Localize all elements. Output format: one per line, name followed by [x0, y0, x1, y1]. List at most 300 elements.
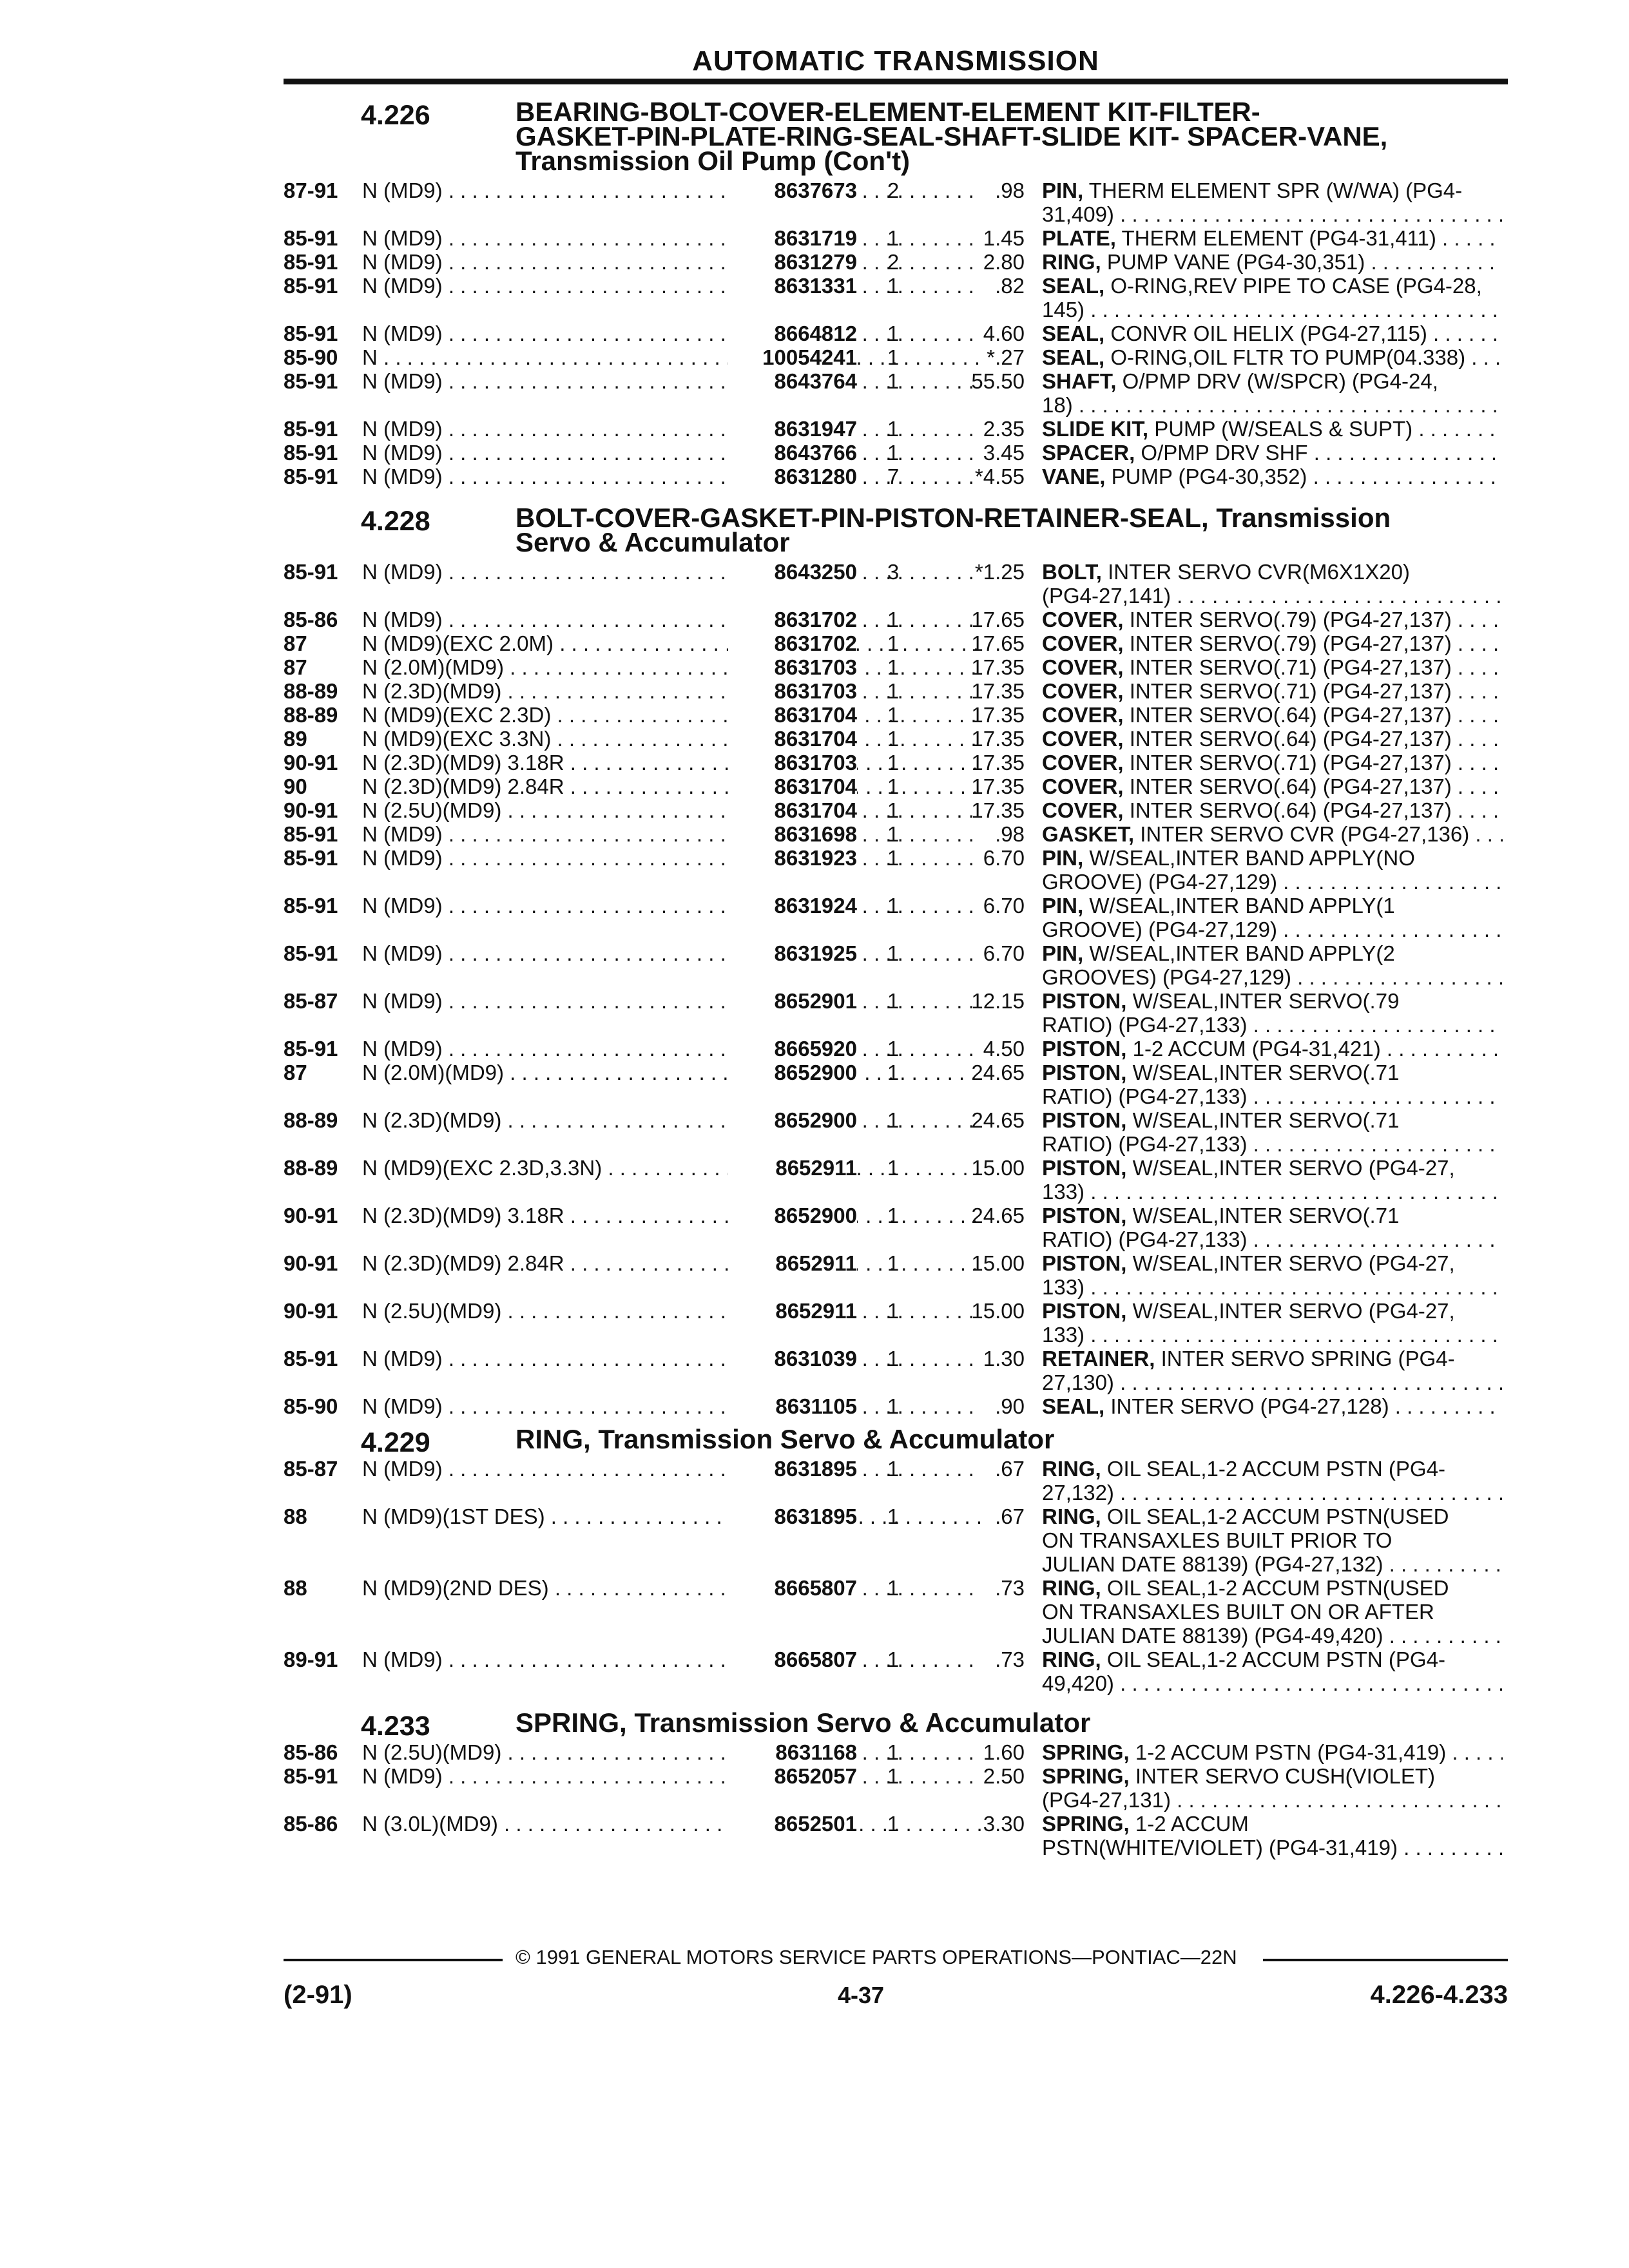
- part-number: 8631704: [728, 727, 857, 751]
- part-number: 8631925: [728, 941, 857, 965]
- part-name-keyword: PISTON,: [1042, 1037, 1127, 1061]
- part-number: 8631704: [728, 774, 857, 798]
- model-years: 85-91: [284, 322, 338, 345]
- footer-rule-left: [284, 1959, 503, 1961]
- part-name-line: [1042, 178, 1503, 202]
- application-desc: N (2.5U)(MD9) . . .: [362, 798, 981, 822]
- part-name: [1042, 1061, 1503, 1108]
- section-title-line: SPRING, Transmission Servo & Accumulator: [516, 1707, 1091, 1738]
- section-title: [516, 1424, 1521, 1454]
- model-years: 85-87: [284, 1457, 338, 1481]
- price: 24.65: [971, 1204, 1025, 1227]
- part-name-line: [1042, 441, 1503, 465]
- part-name-line: [1042, 274, 1503, 298]
- part-name-text: W/SEAL,INTER SERVO(.79: [1132, 989, 1400, 1013]
- price: 2.80: [983, 250, 1025, 274]
- part-name-line: GROOVES) (PG4-27,129) . . .: [1042, 965, 1503, 989]
- quantity: 1: [887, 751, 900, 774]
- price: 17.35: [971, 751, 1025, 774]
- model-years: 90-91: [284, 798, 338, 822]
- part-name: [1042, 274, 1503, 322]
- part-name: [1042, 774, 1503, 798]
- part-name-keyword: PISTON,: [1042, 1204, 1127, 1227]
- model-years: 89-91: [284, 1648, 338, 1671]
- part-number: 8652911: [728, 1299, 857, 1323]
- section-number: 4.228: [361, 506, 430, 537]
- part-name-text: OIL SEAL,1-2 ACCUM PSTN(USED: [1106, 1504, 1449, 1528]
- part-name: [1042, 703, 1503, 727]
- price: 3.30: [983, 1812, 1025, 1836]
- quantity: 1: [887, 894, 900, 918]
- application-desc: N (MD9) . . .: [362, 846, 981, 870]
- part-number: 8631704: [728, 798, 857, 822]
- part-name-line: [1042, 894, 1503, 918]
- model-years: 85-86: [284, 1812, 338, 1836]
- quantity: 1: [887, 1347, 900, 1370]
- part-name: [1042, 1251, 1503, 1299]
- section-title-line: Transmission Oil Pump (Con't): [516, 146, 911, 176]
- part-name-line: [1042, 1156, 1503, 1180]
- quantity: 2: [887, 250, 900, 274]
- part-name-line: (PG4-27,131) . . .: [1042, 1788, 1503, 1812]
- application-desc: N (MD9) . . .: [362, 608, 981, 631]
- price: 4.60: [983, 322, 1025, 345]
- part-name: [1042, 655, 1503, 679]
- section-title-line: RING, Transmission Servo & Accumulator: [516, 1424, 1055, 1454]
- part-name: [1042, 1299, 1503, 1347]
- price: .73: [995, 1576, 1025, 1600]
- application-desc: N (MD9) . . .: [362, 560, 981, 584]
- quantity: 1: [887, 655, 900, 679]
- part-name-line: [1042, 798, 1503, 822]
- part-name-text: PUMP (W/SEALS & SUPT): [1154, 417, 1413, 441]
- part-number: 8631698: [728, 822, 857, 846]
- part-name-line: [1042, 1204, 1503, 1227]
- quantity: 1: [887, 679, 900, 703]
- part-name-line: [1042, 608, 1503, 631]
- application-desc: N (MD9)(EXC 2.3D) . . .: [362, 703, 981, 727]
- part-name-keyword: PISTON,: [1042, 1061, 1127, 1084]
- model-years: 85-91: [284, 441, 338, 465]
- part-name-line: [1042, 1740, 1503, 1764]
- part-name-keyword: PIN,: [1042, 178, 1084, 202]
- part-name-keyword: SPRING,: [1042, 1740, 1130, 1764]
- part-name: [1042, 822, 1503, 846]
- section-number: 4.226: [361, 100, 430, 131]
- model-years: 90-91: [284, 1251, 338, 1275]
- price: 24.65: [971, 1108, 1025, 1132]
- part-name-keyword: PIN,: [1042, 894, 1084, 918]
- part-name-text: INTER SERVO(.71) (PG4-27,137): [1129, 655, 1452, 679]
- part-name: [1042, 1347, 1503, 1394]
- price: 3.45: [983, 441, 1025, 465]
- part-name-text: W/SEAL,INTER SERVO(.71: [1132, 1204, 1400, 1227]
- part-name-line: GROOVE) (PG4-27,129) . . .: [1042, 870, 1503, 894]
- part-name-text: PUMP VANE (PG4-30,351): [1106, 250, 1365, 274]
- part-name-keyword: SEAL,: [1042, 1394, 1105, 1418]
- price: 6.70: [983, 941, 1025, 965]
- quantity: 1: [887, 798, 900, 822]
- part-name-line: 133) . . .: [1042, 1323, 1503, 1347]
- part-name-line: [1042, 989, 1503, 1013]
- part-name-line: [1042, 1061, 1503, 1084]
- application-desc: N (MD9) . . .: [362, 1457, 981, 1481]
- price: 6.70: [983, 846, 1025, 870]
- model-years: 90-91: [284, 751, 338, 774]
- application-desc: N (MD9) . . .: [362, 417, 981, 441]
- part-name: [1042, 369, 1503, 417]
- part-name: [1042, 1576, 1503, 1648]
- model-years: 85-91: [284, 274, 338, 298]
- application-desc: N (MD9) . . .: [362, 465, 981, 488]
- model-years: 88-89: [284, 1108, 338, 1132]
- application-desc: N (2.3D)(MD9) . . .: [362, 1108, 981, 1132]
- quantity: 1: [887, 1037, 900, 1061]
- price: *1.25: [974, 560, 1025, 584]
- part-name-text: THERM ELEMENT (PG4-31,411): [1121, 226, 1436, 250]
- part-name-keyword: RETAINER,: [1042, 1347, 1155, 1370]
- model-years: 85-91: [284, 846, 338, 870]
- part-name-text: INTER SERVO(.71) (PG4-27,137): [1129, 751, 1452, 774]
- price: 1.60: [983, 1740, 1025, 1764]
- application-desc: N (MD9) . . .: [362, 1648, 981, 1671]
- part-name-line: [1042, 417, 1503, 441]
- part-name-text: INTER SERVO(.64) (PG4-27,137): [1129, 798, 1452, 822]
- part-name-keyword: PISTON,: [1042, 1108, 1127, 1132]
- part-name-line: ON TRANSAXLES BUILT PRIOR TO: [1042, 1528, 1393, 1552]
- part-name-line: 133) . . .: [1042, 1180, 1503, 1204]
- part-number: 8643766: [728, 441, 857, 465]
- part-number: 8637673: [728, 178, 857, 202]
- part-name-keyword: SEAL,: [1042, 274, 1105, 298]
- part-name-line: [1042, 822, 1503, 846]
- part-name-line: [1042, 322, 1503, 345]
- model-years: 85-91: [284, 250, 338, 274]
- part-name-text: OIL SEAL,1-2 ACCUM PSTN (PG4-: [1106, 1648, 1445, 1671]
- part-number: 8631331: [728, 274, 857, 298]
- part-name-keyword: SEAL,: [1042, 345, 1105, 369]
- model-years: 85-91: [284, 369, 338, 393]
- model-years: 90-91: [284, 1299, 338, 1323]
- part-name-text: W/SEAL,INTER BAND APPLY(1: [1089, 894, 1395, 918]
- part-name-line: [1042, 1394, 1503, 1418]
- part-name-line: [1042, 250, 1503, 274]
- part-name-keyword: VANE,: [1042, 465, 1106, 488]
- part-name-keyword: COVER,: [1042, 655, 1124, 679]
- price: 17.35: [971, 703, 1025, 727]
- part-name-line: ON TRANSAXLES BUILT ON OR AFTER: [1042, 1600, 1434, 1624]
- part-number: 8652911: [728, 1251, 857, 1275]
- quantity: 1: [887, 1204, 900, 1227]
- part-name-text: THERM ELEMENT SPR (W/WA) (PG4-: [1088, 178, 1463, 202]
- part-number: 8631719: [728, 226, 857, 250]
- quantity: 2: [887, 178, 900, 202]
- application-desc: N (MD9)(2ND DES) . . .: [362, 1576, 981, 1600]
- application-desc: N (MD9) . . .: [362, 1037, 981, 1061]
- application-desc: N (MD9)(EXC 2.3D,3.3N) . . .: [362, 1156, 981, 1180]
- quantity: 3: [887, 560, 900, 584]
- price: 1.45: [983, 226, 1025, 250]
- part-name-text: INTER SERVO SPRING (PG4-: [1161, 1347, 1455, 1370]
- part-number: 8652900: [728, 1061, 857, 1084]
- part-name-text: 1-2 ACCUM (PG4-31,421): [1132, 1037, 1381, 1061]
- model-years: 89: [284, 727, 307, 751]
- footer-section-range: 4.226-4.233: [1370, 1981, 1508, 2009]
- part-number: 10054241: [728, 345, 857, 369]
- quantity: 1: [887, 727, 900, 751]
- part-name-line: JULIAN DATE 88139) (PG4-27,132) . . .: [1042, 1552, 1503, 1576]
- part-name-line: [1042, 465, 1503, 488]
- part-name: [1042, 560, 1503, 608]
- part-name-keyword: PLATE,: [1042, 226, 1116, 250]
- part-name-keyword: COVER,: [1042, 608, 1124, 631]
- model-years: 90-91: [284, 1204, 338, 1227]
- model-years: 85-91: [284, 226, 338, 250]
- quantity: 1: [887, 989, 900, 1013]
- part-name-keyword: RING,: [1042, 1457, 1101, 1481]
- model-years: 87: [284, 631, 307, 655]
- part-name-line: [1042, 703, 1503, 727]
- quantity: 1: [887, 941, 900, 965]
- part-name: [1042, 1457, 1503, 1504]
- part-name-keyword: PIN,: [1042, 941, 1084, 965]
- part-number: 8643764: [728, 369, 857, 393]
- quantity: 1: [887, 1576, 900, 1600]
- price: 6.70: [983, 894, 1025, 918]
- part-name-keyword: COVER,: [1042, 798, 1124, 822]
- application-desc: N (MD9) . . .: [362, 989, 981, 1013]
- footer-rule-right: [1263, 1959, 1508, 1961]
- part-name: [1042, 727, 1503, 751]
- application-desc: N (2.5U)(MD9) . . .: [362, 1740, 981, 1764]
- model-years: 85-90: [284, 345, 338, 369]
- section-title-line: GASKET-PIN-PLATE-RING-SEAL-SHAFT-SLIDE KIT- SPACER-VANE,: [516, 121, 1388, 151]
- part-number: 8652911: [728, 1156, 857, 1180]
- part-name-keyword: GASKET,: [1042, 822, 1135, 846]
- part-name-text: W/SEAL,INTER SERVO(.71: [1132, 1061, 1400, 1084]
- quantity: 1: [887, 1251, 900, 1275]
- part-number: 8652501: [728, 1812, 857, 1836]
- quantity: 1: [887, 274, 900, 298]
- model-years: 87: [284, 1061, 307, 1084]
- part-name-keyword: PISTON,: [1042, 1251, 1127, 1275]
- part-name-keyword: PISTON,: [1042, 1299, 1127, 1323]
- part-number: 8631168: [728, 1740, 857, 1764]
- price: 1.30: [983, 1347, 1025, 1370]
- footer-copyright: © 1991 GENERAL MOTORS SERVICE PARTS OPERATIONS—PONTIAC—22N: [516, 1946, 1237, 1968]
- part-number: 8664812: [728, 322, 857, 345]
- part-name: [1042, 751, 1503, 774]
- price: 24.65: [971, 1061, 1025, 1084]
- price: *4.55: [974, 465, 1025, 488]
- part-name-text: W/SEAL,INTER SERVO (PG4-27,: [1132, 1251, 1455, 1275]
- model-years: 85-86: [284, 608, 338, 631]
- part-name-line: [1042, 1347, 1503, 1370]
- part-name-text: 1-2 ACCUM PSTN (PG4-31,419): [1135, 1740, 1447, 1764]
- price: 17.35: [971, 798, 1025, 822]
- part-name: [1042, 941, 1503, 989]
- part-name-line: [1042, 560, 1503, 584]
- part-name-text: 1-2 ACCUM: [1135, 1812, 1249, 1836]
- part-name-keyword: BOLT,: [1042, 560, 1102, 584]
- part-name: [1042, 679, 1503, 703]
- part-name-line: [1042, 774, 1503, 798]
- part-name: [1042, 1204, 1503, 1251]
- application-desc: N (MD9) . . .: [362, 941, 981, 965]
- application-desc: N (MD9)(EXC 3.3N) . . .: [362, 727, 981, 751]
- part-name: [1042, 1812, 1503, 1860]
- application-desc: N (MD9) . . .: [362, 369, 981, 393]
- part-number: 8631947: [728, 417, 857, 441]
- model-years: 85-87: [284, 989, 338, 1013]
- quantity: 1: [887, 345, 900, 369]
- part-number: 8631704: [728, 703, 857, 727]
- part-number: 8631702: [728, 608, 857, 631]
- part-name-line: 133) . . .: [1042, 1275, 1503, 1299]
- quantity: 1: [887, 1299, 900, 1323]
- part-name-text: INTER SERVO CVR(M6X1X20): [1108, 560, 1410, 584]
- model-years: 85-90: [284, 1394, 338, 1418]
- price: 17.35: [971, 655, 1025, 679]
- price: 15.00: [971, 1156, 1025, 1180]
- application-desc: N (2.3D)(MD9) 3.18R . . .: [362, 751, 981, 774]
- part-name-keyword: RING,: [1042, 1648, 1101, 1671]
- application-desc: N (2.0M)(MD9) . . .: [362, 1061, 981, 1084]
- part-number: 8631703: [728, 751, 857, 774]
- application-desc: N (MD9) . . .: [362, 1764, 981, 1788]
- model-years: 88-89: [284, 1156, 338, 1180]
- quantity: 1: [887, 1740, 900, 1764]
- part-name-line: [1042, 345, 1503, 369]
- model-years: 85-91: [284, 560, 338, 584]
- part-name-line: [1042, 941, 1503, 965]
- application-desc: N (MD9) . . .: [362, 178, 981, 202]
- part-name-line: [1042, 846, 1503, 870]
- price: .67: [995, 1457, 1025, 1481]
- part-name-keyword: RING,: [1042, 250, 1101, 274]
- part-number: 8631924: [728, 894, 857, 918]
- part-name-text: OIL SEAL,1-2 ACCUM PSTN (PG4-: [1106, 1457, 1445, 1481]
- model-years: 85-91: [284, 941, 338, 965]
- part-name-text: PUMP (PG4-30,352): [1111, 465, 1307, 488]
- part-number: 8652057: [728, 1764, 857, 1788]
- application-desc: N (MD9) . . .: [362, 894, 981, 918]
- footer-page-number: 4-37: [838, 1982, 885, 2008]
- part-name: [1042, 1740, 1503, 1764]
- part-name-text: INTER SERVO (PG4-27,128): [1110, 1394, 1389, 1418]
- part-name-line: [1042, 1299, 1503, 1323]
- part-number: 8631703: [728, 655, 857, 679]
- model-years: 88-89: [284, 703, 338, 727]
- price: *.27: [987, 345, 1025, 369]
- application-desc: N (MD9) . . .: [362, 226, 981, 250]
- part-name-text: INTER SERVO CVR (PG4-27,136): [1140, 822, 1470, 846]
- quantity: 1: [887, 417, 900, 441]
- part-name-keyword: COVER,: [1042, 774, 1124, 798]
- part-number: 8652900: [728, 1108, 857, 1132]
- part-name-text: INTER SERVO CUSH(VIOLET): [1135, 1764, 1436, 1788]
- part-name-line: PSTN(WHITE/VIOLET) (PG4-31,419) . . .: [1042, 1836, 1503, 1860]
- part-name-keyword: COVER,: [1042, 703, 1124, 727]
- model-years: 87: [284, 655, 307, 679]
- application-desc: N (MD9) . . .: [362, 822, 981, 846]
- part-name: [1042, 1504, 1503, 1576]
- application-desc: N (MD9) . . .: [362, 441, 981, 465]
- model-years: 85-91: [284, 1347, 338, 1370]
- part-name-line: 27,130) . . .: [1042, 1370, 1503, 1394]
- part-name: [1042, 1037, 1503, 1061]
- model-years: 85-91: [284, 822, 338, 846]
- quantity: 1: [887, 322, 900, 345]
- part-name-keyword: COVER,: [1042, 631, 1124, 655]
- part-number: 8665920: [728, 1037, 857, 1061]
- application-desc: N (MD9) . . .: [362, 1394, 981, 1418]
- quantity: 1: [887, 822, 900, 846]
- model-years: 85-91: [284, 1764, 338, 1788]
- part-name-keyword: SHAFT,: [1042, 369, 1117, 393]
- part-name-keyword: SPRING,: [1042, 1812, 1130, 1836]
- part-name-text: O/PMP DRV SHF: [1141, 441, 1308, 465]
- part-name-line: [1042, 1576, 1503, 1600]
- page-header-title: AUTOMATIC TRANSMISSION: [692, 45, 1099, 77]
- part-name-text: W/SEAL,INTER BAND APPLY(2: [1089, 941, 1395, 965]
- quantity: 1: [887, 1812, 900, 1836]
- quantity: 1: [887, 1108, 900, 1132]
- quantity: 1: [887, 774, 900, 798]
- part-number: 8631895: [728, 1504, 857, 1528]
- price: 12.15: [971, 989, 1025, 1013]
- price: 4.50: [983, 1037, 1025, 1061]
- part-name-text: INTER SERVO(.79) (PG4-27,137): [1129, 608, 1452, 631]
- quantity: 1: [887, 608, 900, 631]
- part-name-keyword: PISTON,: [1042, 989, 1127, 1013]
- part-name-text: W/SEAL,INTER SERVO (PG4-27,: [1132, 1299, 1455, 1323]
- part-name: [1042, 465, 1503, 488]
- quantity: 1: [887, 846, 900, 870]
- part-name-line: [1042, 1504, 1503, 1528]
- part-name: [1042, 1648, 1503, 1695]
- model-years: 85-91: [284, 894, 338, 918]
- quantity: 1: [887, 1457, 900, 1481]
- model-years: 90: [284, 774, 307, 798]
- part-name-text: INTER SERVO(.79) (PG4-27,137): [1129, 631, 1452, 655]
- section-title-line: Servo & Accumulator: [516, 527, 790, 557]
- part-name-keyword: SEAL,: [1042, 322, 1105, 345]
- price: 2.50: [983, 1764, 1025, 1788]
- price: .82: [995, 274, 1025, 298]
- part-name-line: [1042, 1648, 1503, 1671]
- part-name-text: O/PMP DRV (W/SPCR) (PG4-24,: [1122, 369, 1438, 393]
- quantity: 1: [887, 703, 900, 727]
- part-number: 8665807: [728, 1576, 857, 1600]
- part-name: [1042, 226, 1503, 250]
- section-title: [516, 503, 1521, 557]
- part-number: 8631702: [728, 631, 857, 655]
- section-number: 4.229: [361, 1427, 430, 1458]
- part-name-line: RATIO) (PG4-27,133) . . .: [1042, 1084, 1503, 1108]
- part-number: 8652900: [728, 1204, 857, 1227]
- part-name-keyword: RING,: [1042, 1504, 1101, 1528]
- part-number: 8643250: [728, 560, 857, 584]
- footer-date: (2-91): [284, 1981, 352, 2009]
- section-title-line: BEARING-BOLT-COVER-ELEMENT-ELEMENT KIT-FILTER-: [516, 97, 1260, 127]
- part-name-line: [1042, 655, 1503, 679]
- quantity: 1: [887, 1394, 900, 1418]
- part-name-line: 49,420) . . .: [1042, 1671, 1503, 1695]
- model-years: 88: [284, 1576, 307, 1600]
- part-name-line: 145) . . .: [1042, 298, 1503, 322]
- application-desc: N (3.0L)(MD9) . . .: [362, 1812, 981, 1836]
